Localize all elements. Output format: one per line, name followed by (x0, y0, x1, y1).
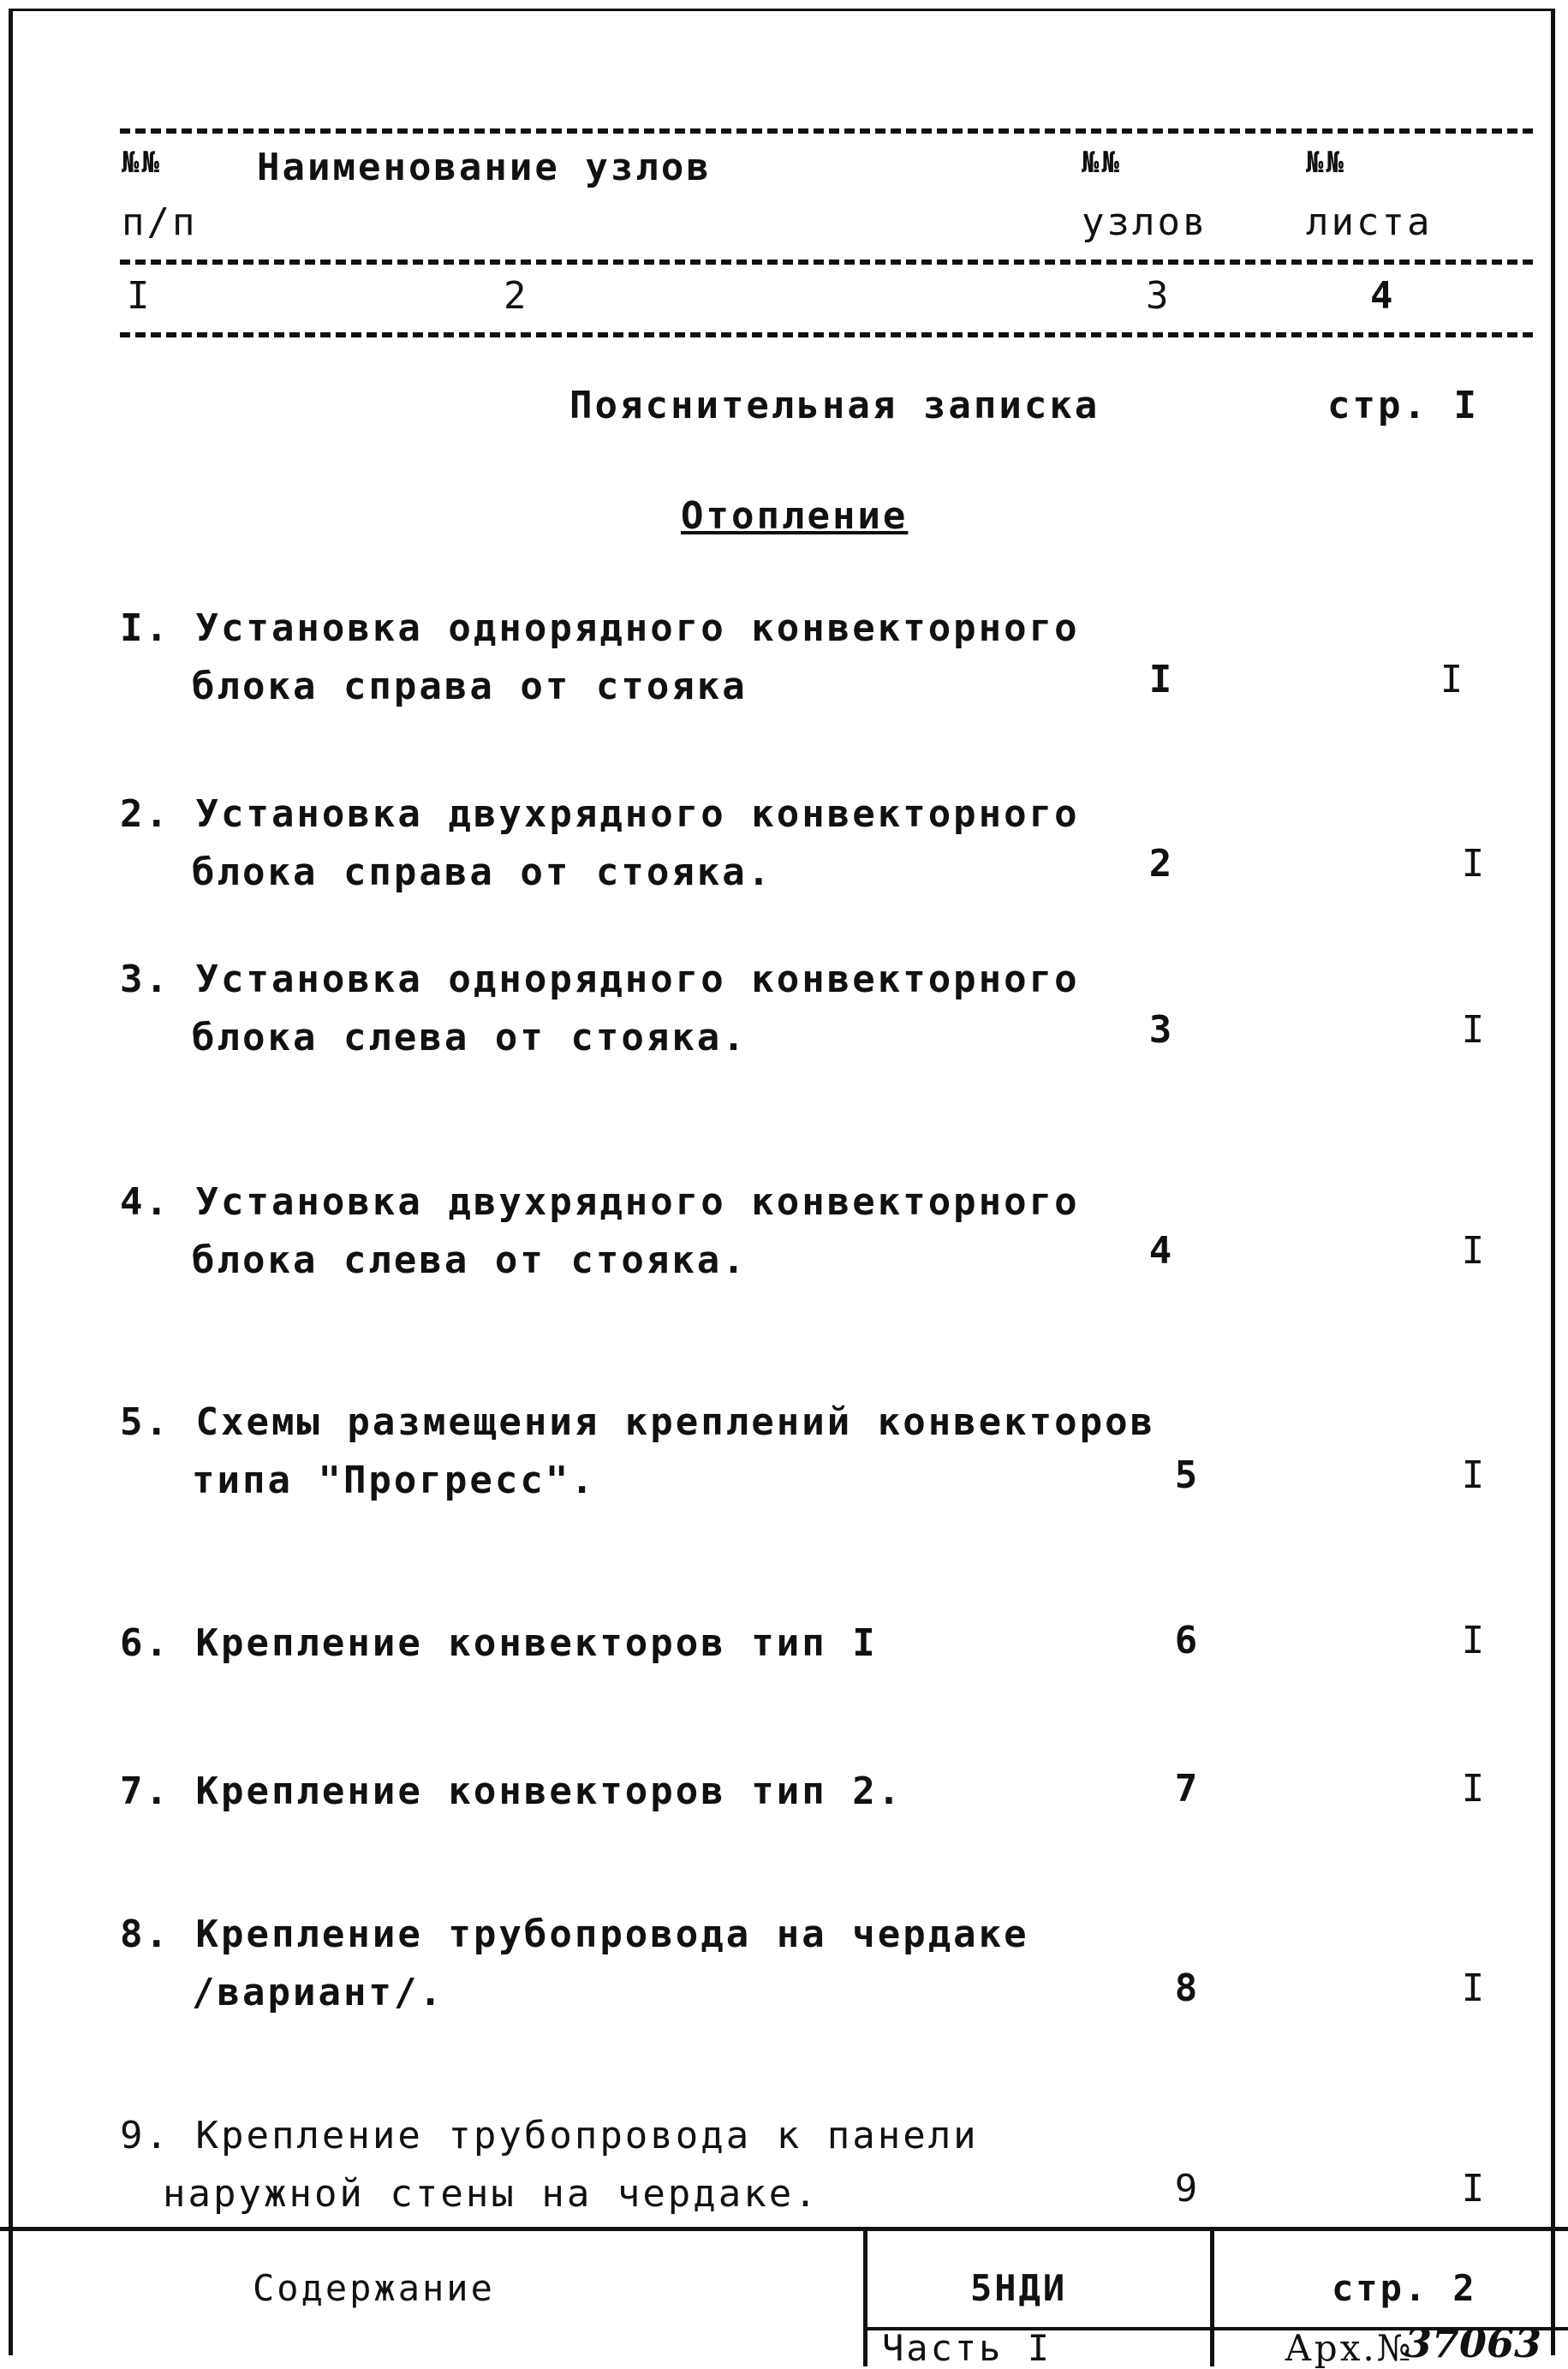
item-node-number: 4 (1148, 1229, 1172, 1273)
list-item (120, 1173, 1080, 1290)
item-node-number: I (1148, 658, 1172, 701)
list-item-line1: 2. Установка двухрядного конвекторного (120, 792, 1080, 836)
header-col4-bottom: листа (1306, 200, 1433, 244)
list-item (120, 600, 1080, 716)
header-col4-top: №№ (1306, 146, 1346, 180)
item-node-number: 2 (1148, 842, 1172, 886)
list-item (120, 1393, 1155, 1510)
item-node-number: 6 (1174, 1619, 1198, 1662)
header-col1-bottom: п/п (122, 200, 198, 244)
list-item-line2: блока справа от стояка. (192, 850, 773, 894)
header-col3-top: №№ (1082, 146, 1122, 180)
header-col2: Наименование узлов (257, 146, 712, 189)
item-sheet-number: I (1461, 1008, 1485, 1052)
title-block-divider (1210, 2231, 1214, 2366)
item-sheet-number: I (1461, 1767, 1485, 1811)
list-item-line1: 9. Крепление трубопровода к панели (120, 2114, 979, 2157)
header-bottom-rule (120, 332, 1533, 337)
list-item-line1: 6. Крепление конвекторов тип I (120, 1621, 878, 1665)
stamp-page: стр. 2 (1332, 2267, 1477, 2309)
header-col1-top: №№ (122, 146, 162, 180)
item-node-number: 5 (1174, 1453, 1198, 1497)
list-item-line1: 3. Установка однорядного конвекторного (120, 958, 1080, 1001)
item-sheet-number: I (1461, 1966, 1485, 2010)
stamp-code: 5НДИ (970, 2267, 1068, 2309)
list-item (120, 785, 1080, 902)
list-item (120, 1614, 878, 1673)
title-block (0, 2227, 1568, 2369)
stamp-archive-label: Арх.№ (1285, 2327, 1414, 2369)
item-sheet-number: I (1461, 2167, 1485, 2211)
explanatory-note-page: стр. I (1327, 384, 1479, 427)
title-block-divider (863, 2231, 867, 2366)
item-sheet-number: I (1440, 658, 1464, 701)
list-item-line1: 4. Установка двухрядного конвекторного (120, 1180, 1080, 1224)
item-sheet-number: I (1461, 1229, 1485, 1273)
header-number-2: 2 (504, 274, 529, 318)
list-item (120, 1906, 1029, 2022)
list-item-line2: типа "Прогресс". (192, 1459, 596, 1502)
item-node-number: 8 (1174, 1966, 1198, 2010)
item-node-number: 7 (1174, 1767, 1198, 1811)
list-item (120, 2107, 979, 2223)
list-item-line2: наружной стены на чердаке. (163, 2172, 820, 2216)
item-sheet-number: I (1461, 1619, 1485, 1662)
header-top-rule (120, 128, 1533, 134)
list-item (120, 951, 1080, 1067)
stamp-part: Часть I (882, 2327, 1052, 2369)
item-sheet-number: I (1461, 1453, 1485, 1497)
stamp-archive-number: 37063 (1404, 2320, 1542, 2366)
section-title: Отопление (681, 494, 909, 538)
list-item-line2: блока слева от стояка. (192, 1016, 748, 1059)
explanatory-note-label: Пояснительная записка (569, 384, 1100, 427)
header-number-3: 3 (1146, 274, 1172, 318)
list-item-line1: 8. Крепление трубопровода на чердаке (120, 1913, 1029, 1956)
list-item-line1: I. Установка однорядного конвекторного (120, 606, 1080, 650)
header-number-1: I (127, 274, 152, 318)
item-sheet-number: I (1461, 842, 1485, 886)
list-item-line1: 7. Крепление конвекторов тип 2. (120, 1769, 903, 1813)
list-item-line2: блока справа от стояка (192, 665, 748, 708)
item-node-number: 9 (1174, 2167, 1198, 2211)
header-number-4: 4 (1370, 274, 1396, 318)
header-mid-rule (120, 260, 1533, 265)
header-col3-bottom: узлов (1082, 200, 1208, 244)
item-node-number: 3 (1148, 1008, 1172, 1052)
list-item-line1: 5. Схемы размещения креплений конвекторов (120, 1400, 1156, 1444)
list-item-line2: /вариант/. (192, 1971, 444, 2014)
stamp-title: Содержание (253, 2267, 495, 2309)
list-item (120, 1763, 903, 1821)
list-item-line2: блока слева от стояка. (192, 1238, 748, 1282)
